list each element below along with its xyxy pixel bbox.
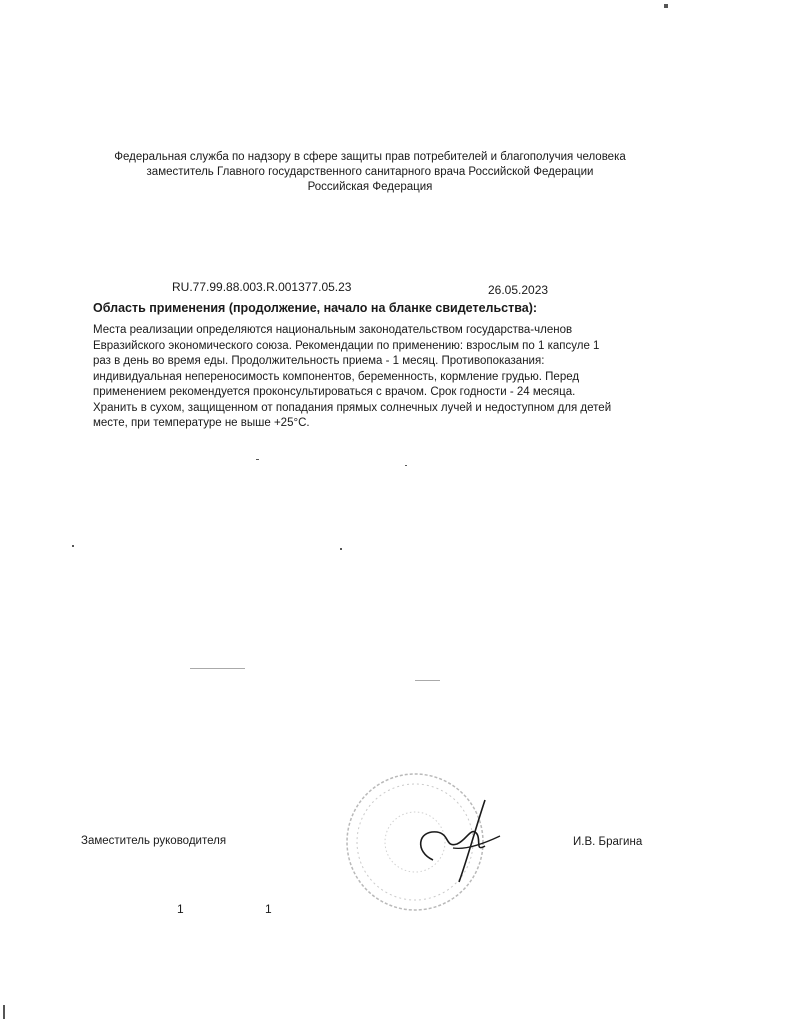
issuing-authority-header	[70, 150, 670, 195]
scan-speck	[405, 465, 407, 466]
authority-line-2: заместитель Главного государственного санитарного врача Российской Федерации	[146, 166, 594, 178]
scan-speck	[415, 680, 440, 681]
official-seal	[335, 760, 505, 920]
scan-speck	[3, 1005, 5, 1019]
scope-line: применением рекомендуется проконсультироваться с врачом. Срок годности - 24 месяца.	[93, 386, 576, 398]
scan-speck	[256, 459, 259, 460]
page-marker: 1	[177, 902, 184, 916]
authority-line-3: Российская Федерация	[307, 181, 433, 193]
page-marker: 1	[265, 902, 272, 916]
signature-icon	[421, 800, 500, 882]
signer-title: Заместитель руководителя	[81, 835, 227, 847]
scope-line: индивидуальная непереносимость компонентов, беременность, кормление грудью. Перед	[93, 370, 580, 383]
scan-speck	[664, 4, 668, 8]
scan-speck	[340, 548, 342, 550]
certificate-date: 26.05.2023	[488, 283, 549, 297]
signer-name: И.В. Брагина	[573, 836, 643, 848]
scope-line: Места реализации определяются национальным законодательством государства-членов	[93, 324, 573, 336]
scope-line: месте, при температуре не выше +25°C.	[93, 417, 310, 429]
scope-line: раз в день во время еды. Продолжительность приема - 1 месяц. Противопоказания:	[93, 355, 545, 367]
certificate-number: RU.77.99.88.003.R.001377.05.23	[172, 280, 352, 294]
authority-line-1: Федеральная служба по надзору в сфере защиты прав потребителей и благополучия человека	[114, 151, 626, 163]
scope-text	[93, 323, 663, 432]
scan-speck	[190, 668, 245, 669]
scope-line: Хранить в сухом, защищенном от попадания прямых солнечных лучей и недоступном для детей	[93, 401, 612, 414]
scope-line: Евразийского экономического союза. Рекомендации по применению: взрослым по 1 капсуле 1	[93, 339, 600, 352]
scan-speck	[72, 545, 74, 547]
section-title: Область применения (продолжение, начало на бланке свидетельства):	[93, 301, 538, 315]
